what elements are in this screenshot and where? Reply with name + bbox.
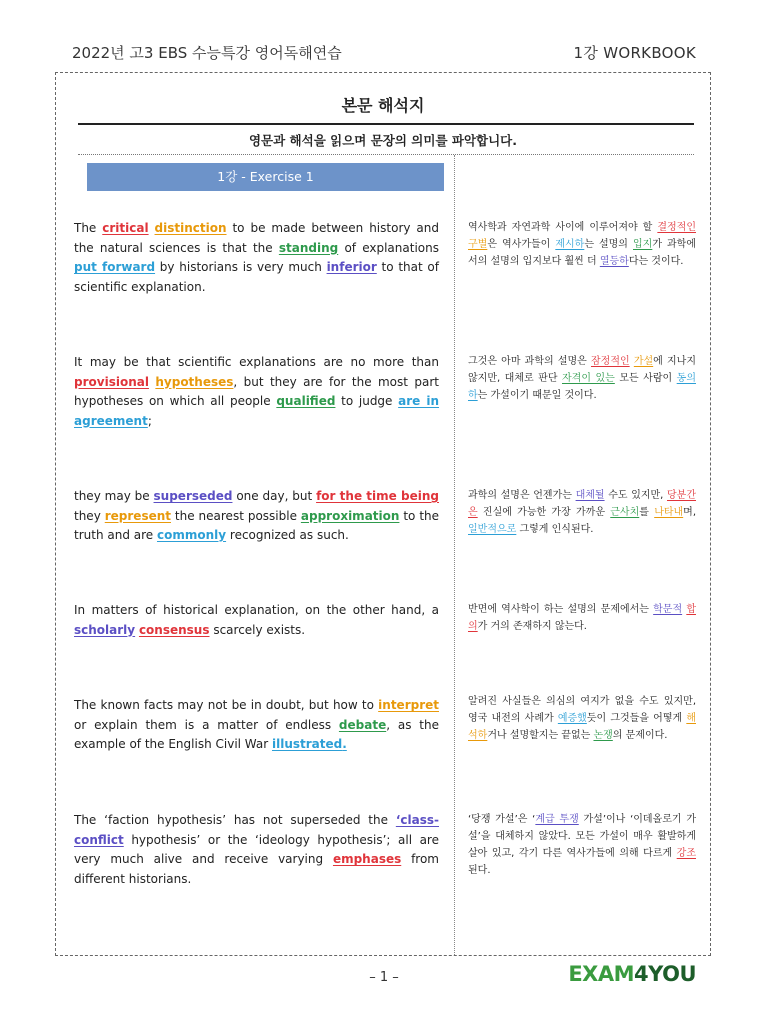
english-sentence-6 — [74, 811, 439, 889]
vocab-highlight: hypotheses — [155, 374, 234, 389]
vocab-highlight: standing — [278, 240, 339, 255]
sentence-text: 반면에 역사학이 하는 설명의 문제에서는 — [468, 604, 654, 615]
vocab-highlight: 학문적 — [653, 604, 683, 615]
korean-translation-1 — [468, 219, 696, 270]
vocab-highlight: 논쟁 — [593, 730, 613, 741]
sentence-text: to the truth and are — [74, 508, 440, 542]
sentence-text: 과학의 설명은 언젠가는 — [468, 490, 576, 501]
vocab-highlight: commonly — [156, 528, 227, 542]
sentence-text: from different historians. — [74, 852, 439, 886]
vocab-highlight: 가설 — [633, 356, 654, 367]
vocab-highlight: 당분간은 — [468, 490, 696, 518]
content-frame — [55, 72, 711, 956]
title-rule — [78, 123, 694, 125]
sentence-text: 의 문제이다. — [612, 730, 668, 741]
sentence-text: to judge — [335, 394, 399, 408]
sentence-text: The known facts may not be in doubt, but how to — [74, 698, 379, 712]
sentence-text: of explanations — [338, 240, 439, 255]
sentence-text: 알려진 사실들은 의심의 여지가 없을 수도 있지만, 영국 내전의 사례가 — [468, 696, 696, 724]
vocab-highlight: 강조 — [676, 848, 696, 859]
sentence-text: by historians is very much — [155, 260, 327, 274]
korean-translation-3 — [468, 487, 696, 538]
english-sentence-4 — [74, 601, 439, 640]
sentence-text: ; — [147, 413, 152, 428]
sentence-text: 가 과학에서의 설명의 입지보다 훨씬 더 — [468, 239, 696, 267]
sentence-text: to that of scientific explanation. — [74, 260, 439, 294]
vocab-highlight: 대체될 — [575, 490, 605, 501]
sentence-text: or explain them is a matter of endless — [74, 717, 339, 732]
vocab-highlight: inferior — [326, 260, 377, 274]
sentence-text: In matters of historical explanation, on the other hand, a — [74, 603, 439, 617]
sentence-text: 은 역사가들이 — [487, 239, 556, 250]
vocab-highlight: scholarly — [74, 622, 136, 637]
exercise-label: 1강 - Exercise 1 — [87, 163, 444, 191]
sentence-text: It may be that scientific explanations are no more than — [74, 355, 439, 369]
sentence-text: 를 — [639, 507, 655, 518]
vocab-highlight: 일반적으로 — [468, 524, 517, 535]
sentence-text: 역사학과 자연과학 사이에 이루어져야 할 — [468, 222, 658, 233]
sentence-text: 는 설명의 — [584, 239, 633, 250]
english-sentence-5 — [74, 696, 439, 755]
vocab-highlight: provisional — [74, 374, 149, 389]
sentence-text: The ‘faction hypothesis’ has not superseded the — [74, 813, 396, 827]
sentence-text: 는 가설이기 때문일 것이다. — [477, 390, 597, 401]
english-sentence-1 — [74, 219, 439, 297]
sentence-text: ‘당쟁 가설’은 ‘ — [468, 814, 536, 825]
vocab-highlight: 구별 — [468, 239, 488, 250]
sentence-text: 거나 설명할지는 끝없는 — [487, 730, 594, 741]
vocab-highlight: . — [342, 737, 347, 751]
vocab-highlight: 해석하 — [468, 713, 696, 741]
sentence-text: they — [74, 508, 105, 523]
exam4you-logo — [568, 962, 696, 986]
vocab-highlight: 예증했 — [557, 713, 587, 724]
korean-translation-5 — [468, 693, 696, 744]
sentence-text: , but they are for the most part hypotheses on which all people — [74, 374, 439, 408]
vocab-highlight: for the time being — [316, 489, 439, 503]
vocab-highlight: distinction — [154, 221, 227, 235]
sentence-text: the nearest possible — [171, 508, 301, 523]
sentence-text: 된다. — [468, 865, 491, 876]
sentence-text: 그렇게 인식된다. — [516, 524, 594, 535]
vocab-highlight: put forward — [74, 260, 156, 274]
korean-translation-2 — [468, 353, 696, 404]
vocab-highlight: illustrated — [272, 737, 343, 751]
sentence-text: one day, but — [232, 489, 317, 503]
vocab-highlight: 계급 투쟁 — [535, 814, 579, 825]
sentence-text: The — [74, 221, 103, 235]
sentence-text: recognized as such. — [226, 528, 349, 542]
header-right: 1강 WORKBOOK — [573, 44, 696, 62]
vocab-highlight: 동의하 — [468, 373, 696, 401]
vocab-highlight: 열등하 — [599, 256, 629, 267]
vocab-highlight: superseded — [153, 489, 233, 503]
vocab-highlight: ‘class-conflict — [74, 813, 439, 847]
vocab-highlight: 합의 — [468, 604, 696, 632]
page-number: – 1 – — [369, 970, 399, 985]
column-divider — [454, 155, 455, 955]
sentence-text: 모든 사람이 — [614, 373, 677, 384]
vocab-highlight: qualified — [276, 394, 336, 408]
sentence-text: scarcely exists. — [209, 622, 306, 637]
vocab-highlight: debate — [338, 717, 387, 732]
vocab-highlight: 결정적인 — [657, 222, 696, 233]
vocab-highlight: interpret — [378, 698, 439, 712]
logo-text-exam: EXAM — [568, 962, 635, 986]
english-sentence-2 — [74, 353, 439, 431]
sentence-text: 가 거의 존재하지 않는다. — [477, 621, 587, 632]
vocab-highlight: emphases — [332, 852, 402, 866]
sentence-text: to be made between history and the natural sciences is that the — [74, 221, 439, 255]
vocab-highlight: approximation — [300, 508, 400, 523]
sentence-text: 에 지나지 않지만, 대체로 판단 — [468, 356, 696, 384]
sentence-text: 다는 것이다. — [628, 256, 684, 267]
sentence-text: , as the example of the English Civil War — [74, 717, 439, 751]
korean-translation-4 — [468, 601, 696, 635]
vocab-highlight: critical — [102, 221, 149, 235]
sentence-text: 가설’이나 ‘이데올로기 가설’을 대체하지 않았다. 모든 가설이 매우 활발하게 살아 있고, 각기 다른 역사가들에 의해 다르게 — [468, 814, 696, 859]
sentence-text: 그것은 아마 과학의 설명은 — [468, 356, 591, 367]
logo-text-4you: 4YOU — [634, 962, 696, 986]
vocab-highlight: 입지 — [633, 239, 653, 250]
header-left: 2022년 고3 EBS 수능특강 영어독해연습 — [72, 44, 342, 62]
vocab-highlight: are in agreement — [74, 394, 440, 428]
sentence-text: 수도 있지만, — [604, 490, 668, 501]
sentence-text: 며, — [683, 507, 697, 518]
vocab-highlight: represent — [104, 508, 171, 523]
vocab-highlight: 나타내 — [654, 507, 684, 518]
page-title: 본문 해석지 — [341, 96, 425, 115]
dotted-separator — [78, 154, 694, 155]
korean-translation-6 — [468, 811, 696, 879]
sentence-text: hypothesis’ or the ‘ideology hypothesis’; all are very much alive and receive varying — [74, 832, 439, 866]
vocab-highlight: consensus — [138, 622, 210, 637]
page-subtitle: 영문과 해석을 읽으며 문장의 의미를 파악합니다. — [248, 133, 517, 148]
vocab-highlight: 근사치 — [610, 507, 640, 518]
sentence-text: they may be — [74, 489, 154, 503]
sentence-text: 듯이 그것들을 어떻게 — [586, 713, 687, 724]
english-sentence-3 — [74, 487, 439, 546]
sentence-text: 진실에 가능한 가장 가까운 — [477, 507, 611, 518]
vocab-highlight: 자격이 있는 — [562, 373, 615, 384]
vocab-highlight: 제시하 — [555, 239, 585, 250]
vocab-highlight: 잠정적인 — [591, 356, 630, 367]
